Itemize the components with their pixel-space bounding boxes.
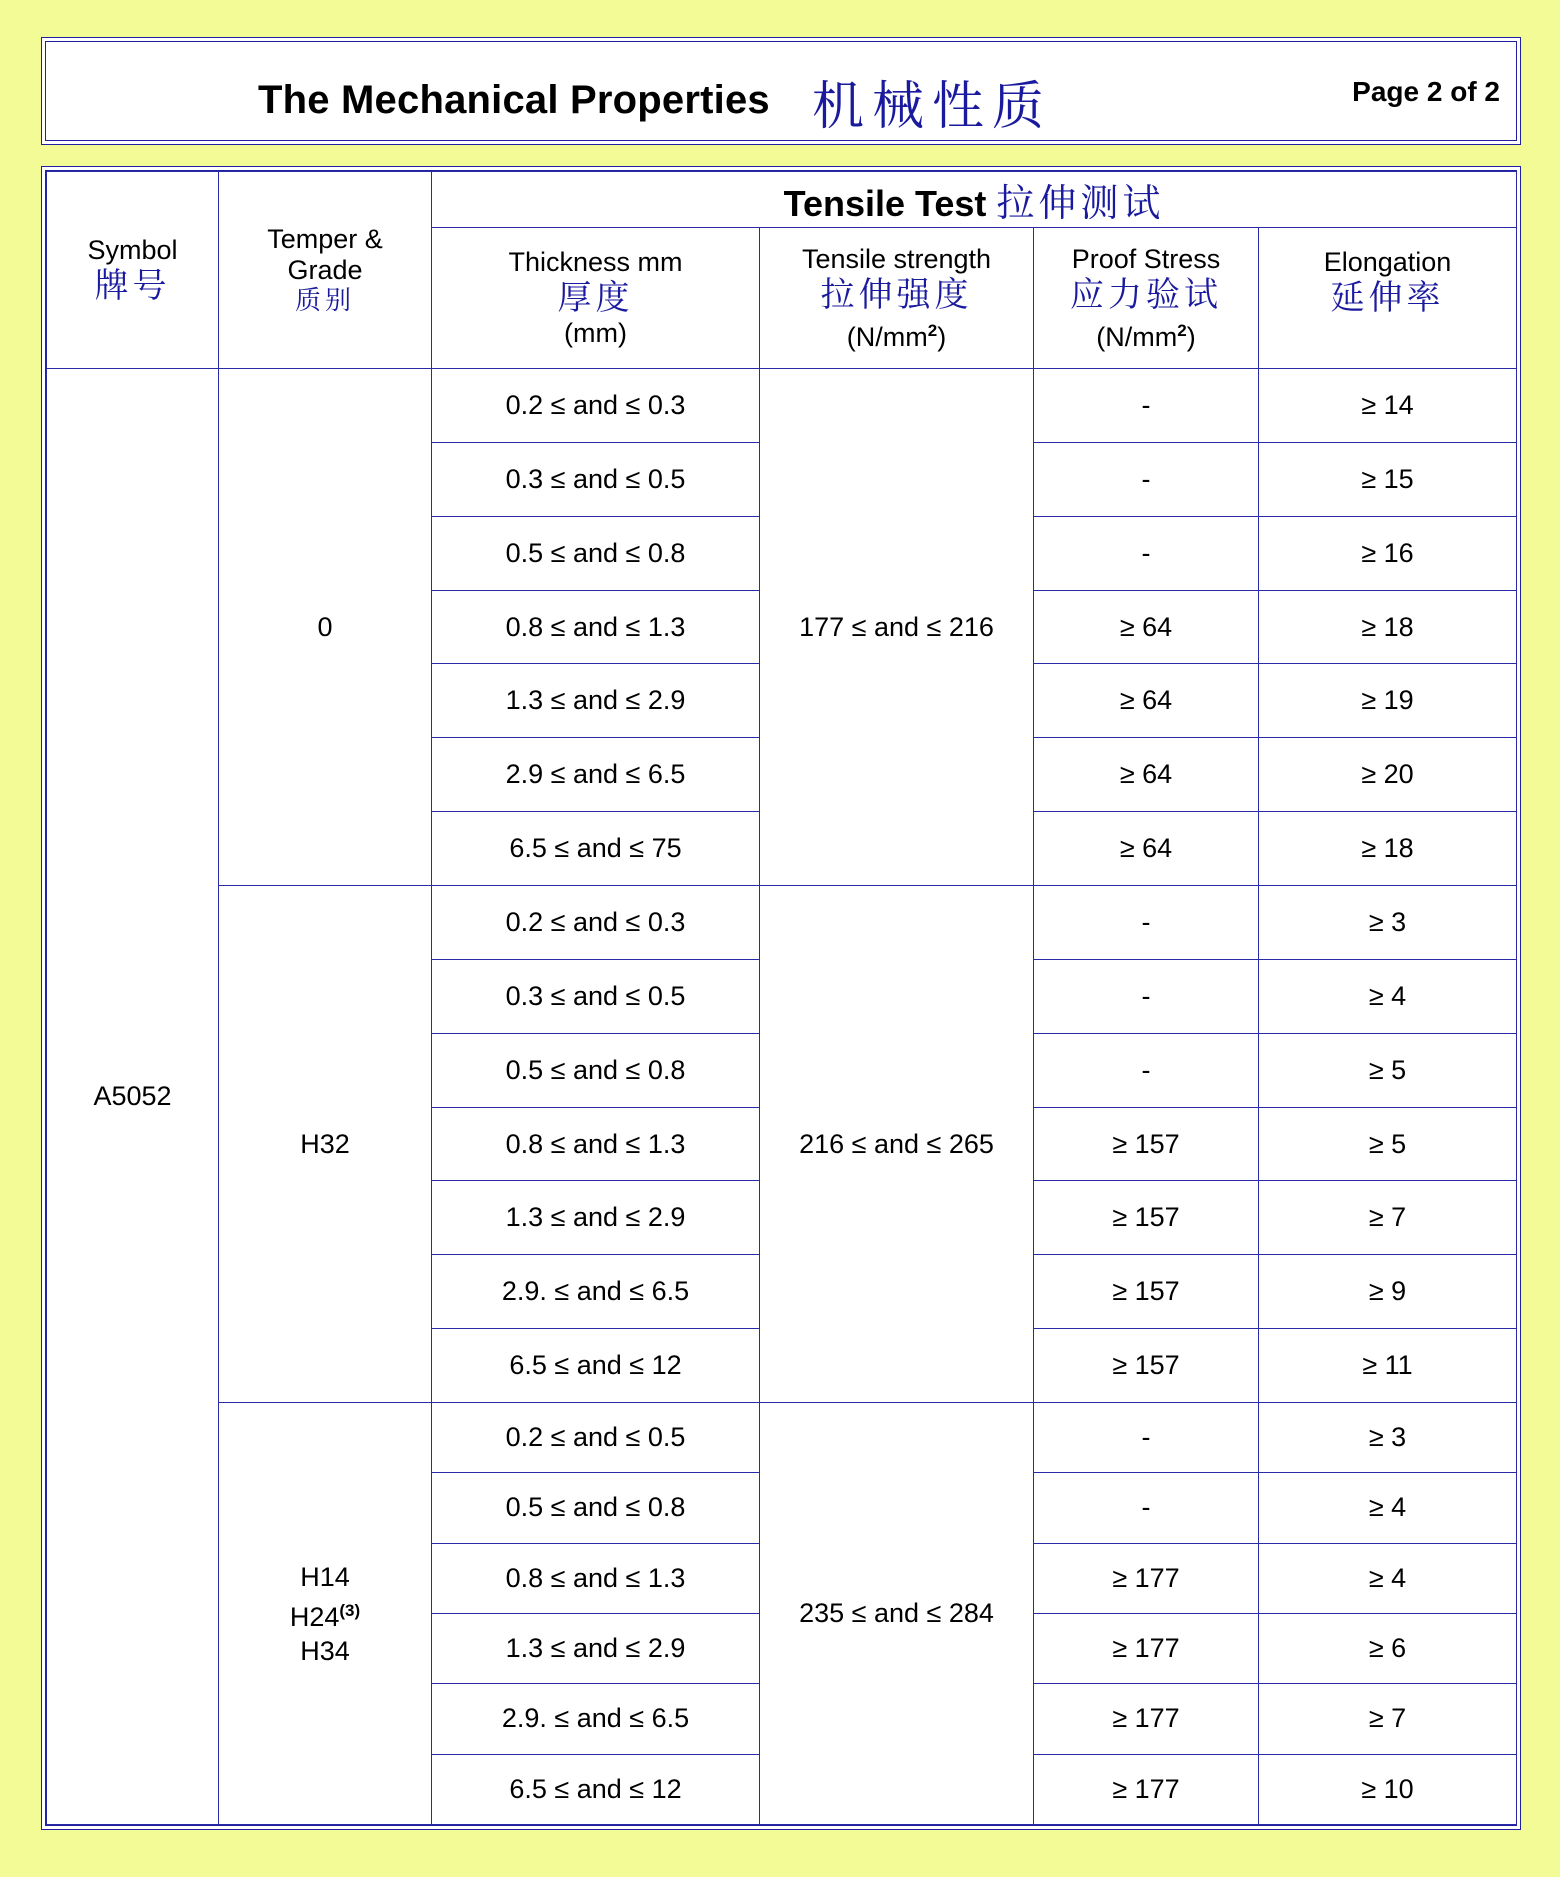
proof-stress-cell: ≥ 157 <box>1034 1329 1259 1403</box>
temper-cell: H14 H24$^{(3)}$ H34 <box>219 1403 432 1825</box>
proof-stress-cell: ≥ 64 <box>1034 812 1259 886</box>
proof-stress-cell: ≥ 177 <box>1034 1684 1259 1754</box>
table-body <box>47 369 1517 1825</box>
proof-stress-cell: ≥ 157 <box>1034 1255 1259 1329</box>
proof-stress-cell: ≥ 177 <box>1034 1613 1259 1683</box>
elongation-cell: ≥ 18 <box>1259 812 1517 886</box>
thickness-cell: 0.2 ≤ and ≤ 0.5 <box>432 1403 760 1473</box>
page-title-chinese: 机械性质 <box>812 77 1053 137</box>
thickness-cell: 0.2 ≤ and ≤ 0.3 <box>432 886 760 960</box>
symbol-header: Symbol 牌号 <box>47 172 219 369</box>
thickness-cell: 2.9. ≤ and ≤ 6.5 <box>432 1684 760 1754</box>
elongation-cell: ≥ 3 <box>1259 1403 1517 1473</box>
proof-stress-cell: ≥ 177 <box>1034 1543 1259 1613</box>
thickness-cell: 0.8 ≤ and ≤ 1.3 <box>432 1543 760 1613</box>
symbol-cell: A5052 <box>47 369 219 1825</box>
elongation-cell: ≥ 7 <box>1259 1181 1517 1255</box>
thickness-cell: 2.9 ≤ and ≤ 6.5 <box>432 738 760 812</box>
proof-stress-header: Proof Stress 应力验试 $(N/mm^2)$ <box>1034 228 1259 369</box>
thickness-header: Thickness mm 厚度 (mm) <box>432 228 760 369</box>
thickness-cell: 6.5 ≤ and ≤ 75 <box>432 812 760 886</box>
elongation-cell: ≥ 15 <box>1259 442 1517 516</box>
elongation-cell: ≥ 3 <box>1259 886 1517 960</box>
tensile-strength-cell: 177 ≤ and ≤ 216 <box>760 369 1034 886</box>
thickness-cell: 0.5 ≤ and ≤ 0.8 <box>432 1033 760 1107</box>
thickness-cell: 0.8 ≤ and ≤ 1.3 <box>432 590 760 664</box>
proof-stress-cell: - <box>1034 442 1259 516</box>
proof-stress-cell: - <box>1034 1033 1259 1107</box>
elongation-cell: ≥ 14 <box>1259 369 1517 443</box>
thickness-cell: 0.3 ≤ and ≤ 0.5 <box>432 442 760 516</box>
elongation-cell: ≥ 20 <box>1259 738 1517 812</box>
table-row <box>47 1403 1517 1473</box>
proof-stress-cell: - <box>1034 516 1259 590</box>
proof-stress-cell: ≥ 64 <box>1034 664 1259 738</box>
thickness-cell: 0.2 ≤ and ≤ 0.3 <box>432 369 760 443</box>
thickness-cell: 0.3 ≤ and ≤ 0.5 <box>432 959 760 1033</box>
page-title: The Mechanical Properties <box>258 78 770 122</box>
page-header <box>41 37 1521 145</box>
table-row <box>47 369 1517 443</box>
thickness-cell: 1.3 ≤ and ≤ 2.9 <box>432 1181 760 1255</box>
thickness-cell: 6.5 ≤ and ≤ 12 <box>432 1329 760 1403</box>
proof-stress-cell: ≥ 64 <box>1034 738 1259 812</box>
page-number: Page 2 of 2 <box>1352 76 1500 107</box>
tensile-strength-cell: 216 ≤ and ≤ 265 <box>760 886 1034 1403</box>
elongation-cell: ≥ 5 <box>1259 1033 1517 1107</box>
elongation-cell: ≥ 18 <box>1259 590 1517 664</box>
elongation-cell: ≥ 7 <box>1259 1684 1517 1754</box>
proof-stress-cell: - <box>1034 886 1259 960</box>
elongation-cell: ≥ 5 <box>1259 1107 1517 1181</box>
elongation-cell: ≥ 16 <box>1259 516 1517 590</box>
thickness-cell: 0.5 ≤ and ≤ 0.8 <box>432 516 760 590</box>
temper-cell: H32 <box>219 886 432 1403</box>
proof-stress-cell: ≥ 157 <box>1034 1181 1259 1255</box>
elongation-cell: ≥ 4 <box>1259 959 1517 1033</box>
elongation-cell: ≥ 4 <box>1259 1543 1517 1613</box>
temper-cell: 0 <box>219 369 432 886</box>
mechanical-properties-table <box>46 171 1517 1825</box>
thickness-cell: 0.5 ≤ and ≤ 0.8 <box>432 1473 760 1543</box>
table-row <box>47 886 1517 960</box>
elongation-cell: ≥ 6 <box>1259 1613 1517 1683</box>
thickness-cell: 2.9. ≤ and ≤ 6.5 <box>432 1255 760 1329</box>
elongation-cell: ≥ 9 <box>1259 1255 1517 1329</box>
elongation-cell: ≥ 4 <box>1259 1473 1517 1543</box>
thickness-cell: 1.3 ≤ and ≤ 2.9 <box>432 1613 760 1683</box>
properties-table-frame <box>41 166 1521 1830</box>
proof-stress-cell: - <box>1034 959 1259 1033</box>
elongation-cell: ≥ 19 <box>1259 664 1517 738</box>
thickness-cell: 6.5 ≤ and ≤ 12 <box>432 1754 760 1824</box>
thickness-cell: 1.3 ≤ and ≤ 2.9 <box>432 664 760 738</box>
proof-stress-cell: ≥ 64 <box>1034 590 1259 664</box>
proof-stress-cell: ≥ 177 <box>1034 1754 1259 1824</box>
proof-stress-cell: - <box>1034 1403 1259 1473</box>
elongation-cell: ≥ 10 <box>1259 1754 1517 1824</box>
elongation-cell: ≥ 11 <box>1259 1329 1517 1403</box>
temper-header: Temper & Grade 质别 <box>219 172 432 369</box>
tensile-strength-cell: 235 ≤ and ≤ 284 <box>760 1403 1034 1825</box>
tensile-strength-header: Tensile strength 拉伸强度 $(N/mm^2)$ <box>760 228 1034 369</box>
thickness-cell: 0.8 ≤ and ≤ 1.3 <box>432 1107 760 1181</box>
elongation-header: Elongation 延伸率 <box>1259 228 1517 369</box>
proof-stress-cell: - <box>1034 369 1259 443</box>
proof-stress-cell: ≥ 157 <box>1034 1107 1259 1181</box>
proof-stress-cell: - <box>1034 1473 1259 1543</box>
tensile-test-header: Tensile Test 拉伸测试 <box>432 172 1517 228</box>
